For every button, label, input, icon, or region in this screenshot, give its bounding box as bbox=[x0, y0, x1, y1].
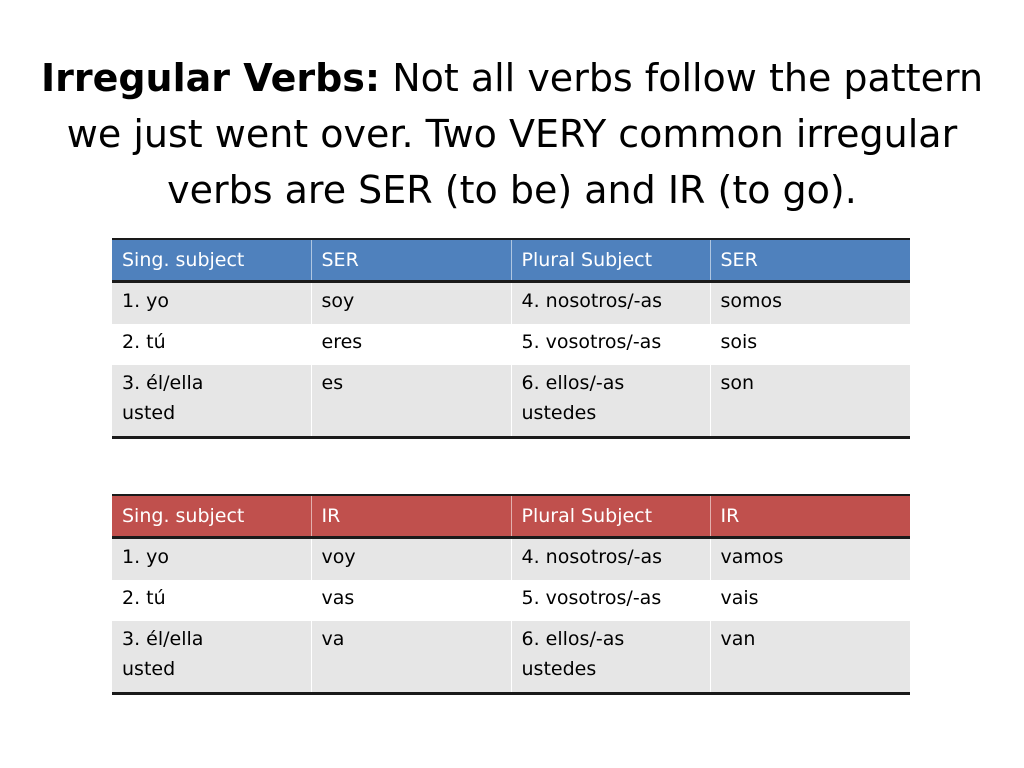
table-row bbox=[112, 538, 910, 581]
cell-text: usted bbox=[122, 658, 176, 680]
cell-text: usted bbox=[122, 402, 176, 424]
table-cell bbox=[311, 580, 511, 621]
table-row bbox=[112, 621, 910, 694]
cell-text: 3. él/ella bbox=[122, 628, 204, 650]
table-cell bbox=[710, 365, 910, 438]
header-sing-subject: Sing. subject bbox=[112, 239, 311, 282]
cell-text: somos bbox=[720, 290, 783, 312]
table-cell bbox=[710, 621, 910, 694]
slide-title bbox=[40, 50, 984, 218]
table-cell bbox=[710, 538, 910, 581]
table-row bbox=[112, 324, 910, 365]
table-cell bbox=[112, 365, 311, 438]
table-cell bbox=[511, 365, 710, 438]
cell-text: 2. tú bbox=[122, 331, 166, 353]
table-cell bbox=[112, 324, 311, 365]
table-header-row bbox=[112, 495, 910, 538]
cell-text: 6. ellos/-as bbox=[521, 628, 625, 650]
cell-text: es bbox=[321, 372, 344, 394]
cell-text: ustedes bbox=[521, 402, 597, 424]
table-cell bbox=[710, 324, 910, 365]
cell-text: eres bbox=[321, 331, 363, 353]
title-bold-text: Irregular Verbs: bbox=[40, 56, 381, 100]
header-verb-plural: IR bbox=[710, 495, 910, 538]
cell-text: 6. ellos/-as bbox=[521, 372, 625, 394]
table-cell bbox=[112, 580, 311, 621]
cell-text: ustedes bbox=[521, 658, 597, 680]
table-cell bbox=[511, 580, 710, 621]
header-verb-plural: SER bbox=[710, 239, 910, 282]
cell-text: vais bbox=[720, 587, 759, 609]
table-row bbox=[112, 580, 910, 621]
cell-text: 1. yo bbox=[122, 290, 170, 312]
table-cell bbox=[710, 580, 910, 621]
cell-text: 2. tú bbox=[122, 587, 166, 609]
cell-text: son bbox=[720, 372, 755, 394]
header-verb-singular: IR bbox=[311, 495, 511, 538]
table-row bbox=[112, 282, 910, 325]
cell-text: voy bbox=[321, 546, 356, 568]
cell-text: 5. vosotros/-as bbox=[521, 587, 662, 609]
table-cell bbox=[511, 282, 710, 325]
header-plural-subject: Plural Subject bbox=[511, 239, 710, 282]
ir-conjugation-table bbox=[112, 494, 910, 695]
ser-conjugation-table bbox=[112, 238, 910, 439]
cell-text: vas bbox=[321, 587, 355, 609]
header-plural-subject: Plural Subject bbox=[511, 495, 710, 538]
table-cell bbox=[311, 538, 511, 581]
table-cell bbox=[112, 538, 311, 581]
cell-text: sois bbox=[720, 331, 758, 353]
table-cell bbox=[311, 324, 511, 365]
cell-text: 5. vosotros/-as bbox=[521, 331, 662, 353]
cell-text: va bbox=[321, 628, 345, 650]
table-cell bbox=[710, 282, 910, 325]
cell-text: soy bbox=[321, 290, 355, 312]
table-cell bbox=[511, 324, 710, 365]
cell-text: vamos bbox=[720, 546, 784, 568]
cell-text: 3. él/ella bbox=[122, 372, 204, 394]
header-sing-subject: Sing. subject bbox=[112, 495, 311, 538]
cell-text: van bbox=[720, 628, 756, 650]
table-header-row bbox=[112, 239, 910, 282]
cell-text: 4. nosotros/-as bbox=[521, 290, 663, 312]
table-cell bbox=[511, 538, 710, 581]
table-row bbox=[112, 365, 910, 438]
table-cell bbox=[511, 621, 710, 694]
table-cell bbox=[311, 365, 511, 438]
table-cell bbox=[112, 282, 311, 325]
cell-text: 1. yo bbox=[122, 546, 170, 568]
header-verb-singular: SER bbox=[311, 239, 511, 282]
title-body-text: Not all verbs follow the pattern we just went over. Two VERY common irregular verbs are SER (to be) and IR (to go). bbox=[66, 56, 984, 212]
table-cell bbox=[311, 621, 511, 694]
table-cell bbox=[311, 282, 511, 325]
cell-text: 4. nosotros/-as bbox=[521, 546, 663, 568]
table-cell bbox=[112, 621, 311, 694]
